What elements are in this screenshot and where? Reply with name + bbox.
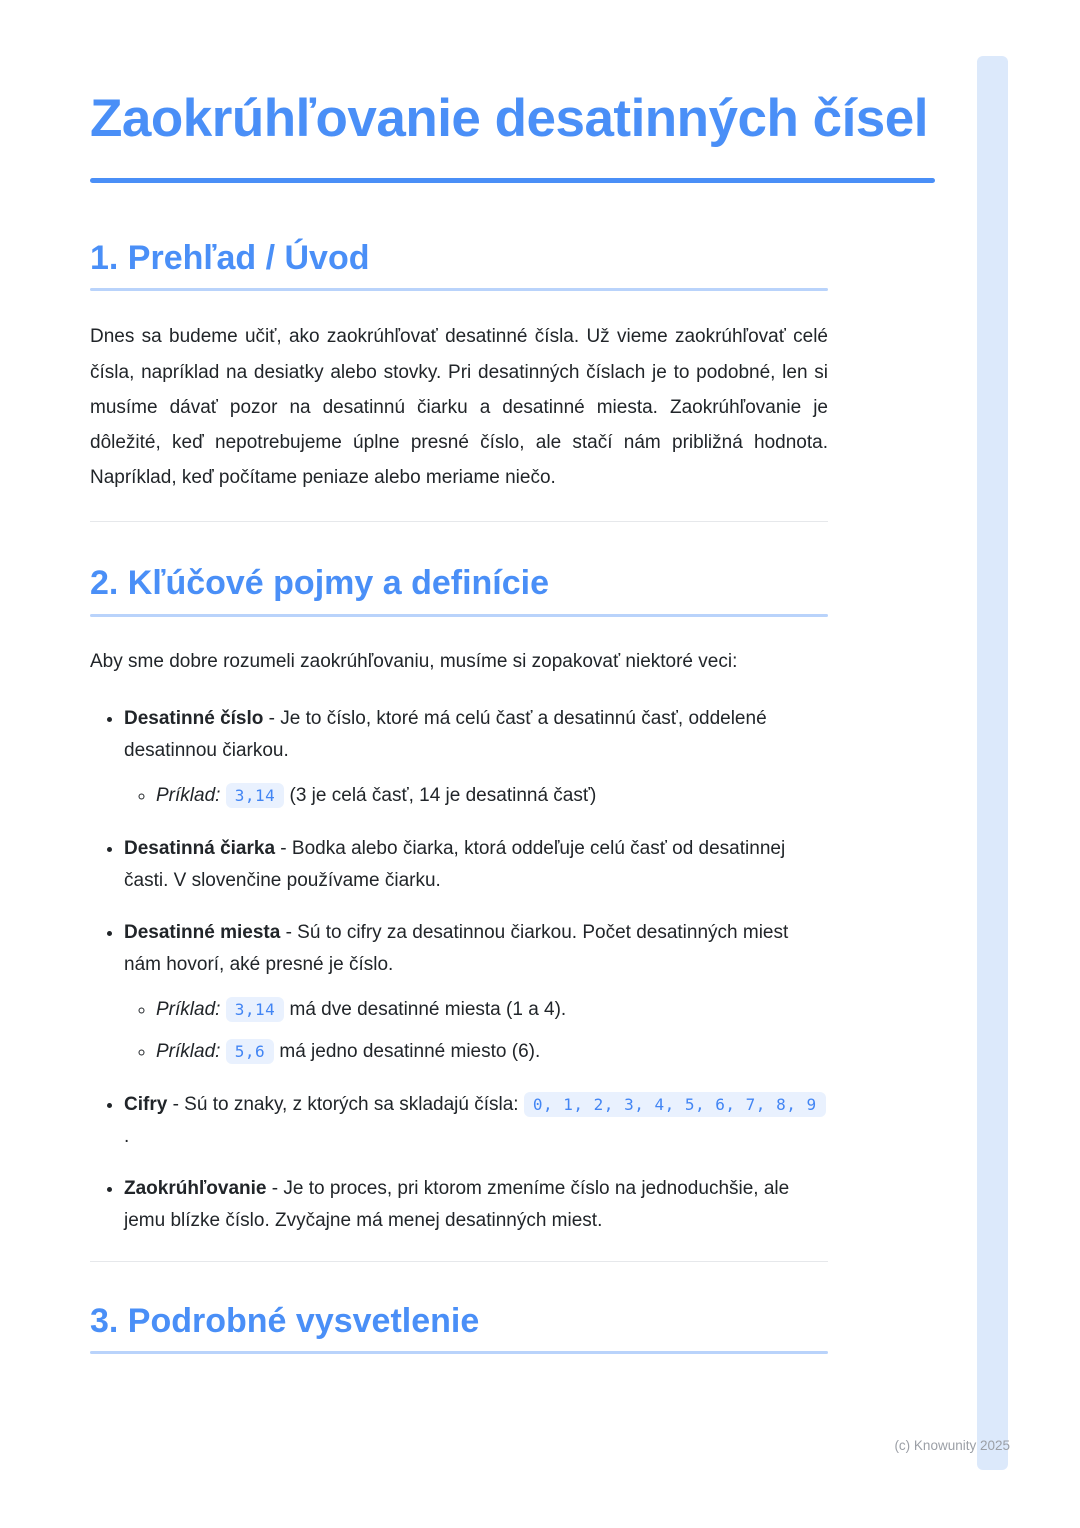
page-title: Zaokrúhľovanie desatinných čísel: [90, 89, 928, 148]
concept-term: Desatinné číslo: [124, 707, 264, 729]
concept-term: Desatinná čiarka: [124, 837, 276, 859]
heading-underline-details: [90, 1351, 828, 1354]
concept-term: Desatinné miesta: [124, 921, 281, 943]
concept-text: - Sú to cifry za desatinnou čiarkou. Počet desatinných miest nám hovorí, aké presné je číslo.: [124, 921, 789, 975]
heading-underline-key-concepts: [90, 614, 828, 617]
example-text: má jedno desatinné miesto (6).: [274, 1040, 541, 1062]
section-heading-details: 3. Podrobné vysvetlenie: [90, 1301, 480, 1340]
code-chip-digits: 0, 1, 2, 3, 4, 5, 6, 7, 8, 9: [524, 1092, 826, 1117]
section-details: [90, 1300, 935, 1355]
example-label: Príklad:: [156, 784, 221, 806]
example-text: (3 je celá časť, 14 je desatinná časť): [284, 784, 597, 806]
example-item: [156, 1035, 828, 1069]
concept-term: Zaokrúhľovanie: [124, 1177, 267, 1199]
concept-item-rounding: [124, 1173, 828, 1237]
concept-text: - Sú to znaky, z ktorých sa skladajú čísla:: [167, 1093, 524, 1115]
concept-term: Cifry: [124, 1093, 168, 1115]
section-key-concepts: [90, 562, 935, 1237]
code-chip: 3,14: [226, 783, 285, 808]
example-label: Príklad:: [156, 1040, 221, 1062]
concept-text: - Je to proces, pri ktorom zmeníme číslo na jednoduchšie, ale jemu blízke číslo. Zvyčajne má menej desatinných miest.: [124, 1177, 790, 1231]
section-heading-key-concepts: 2. Kľúčové pojmy a definície: [90, 564, 550, 603]
code-chip: 3,14: [226, 997, 285, 1022]
example-item: [156, 779, 828, 813]
concept-text: - Je to číslo, ktoré má celú časť a desatinnú časť, oddelené desatinnou čiarkou.: [124, 707, 767, 761]
section-divider-2: [90, 1261, 828, 1262]
document-content: [90, 0, 935, 1354]
concept-text-after: .: [124, 1125, 130, 1147]
concept-list: [90, 703, 828, 1237]
code-chip: 5,6: [226, 1039, 274, 1064]
section-divider-1: [90, 521, 828, 522]
example-list: [124, 993, 828, 1069]
section-overview: [90, 237, 935, 495]
concept-item-decimal-number: [124, 703, 828, 813]
title-rule: [90, 178, 935, 183]
example-list: [124, 779, 828, 813]
concept-item-decimal-places: [124, 917, 828, 1069]
key-concepts-intro: Aby sme dobre rozumeli zaokrúhľovaniu, musíme si zopakovať niektoré veci:: [90, 650, 738, 672]
side-accent-bar: [977, 56, 1008, 1470]
footer-credit: (c) Knowunity 2025: [894, 1438, 1010, 1453]
concept-text: - Bodka alebo čiarka, ktorá oddeľuje celú časť od desatinnej časti. V slovenčine používame čiarku.: [124, 837, 786, 891]
example-item: [156, 993, 828, 1027]
heading-underline-overview: [90, 288, 828, 291]
overview-paragraph: Dnes sa budeme učiť, ako zaokrúhľovať desatinné čísla. Už vieme zaokrúhľovať celé čísla, napríklad na desiatky alebo stovky. Pri desatinných číslach je to podobné, len si musíme dávať pozor na desatinnú čiarku a desatinné miesta. Zaokrúhľovanie je dôležité, keď nepotrebujeme úplne presné číslo, ale stačí nám približná hodnota. Napríklad, keď počítame peniaze alebo meriame niečo.: [90, 326, 828, 488]
example-label: Príklad:: [156, 998, 221, 1020]
section-heading-overview: 1. Prehľad / Úvod: [90, 238, 370, 277]
concept-item-decimal-comma: [124, 833, 828, 897]
concept-item-digits: [124, 1089, 828, 1153]
example-text: má dve desatinné miesta (1 a 4).: [284, 998, 567, 1020]
